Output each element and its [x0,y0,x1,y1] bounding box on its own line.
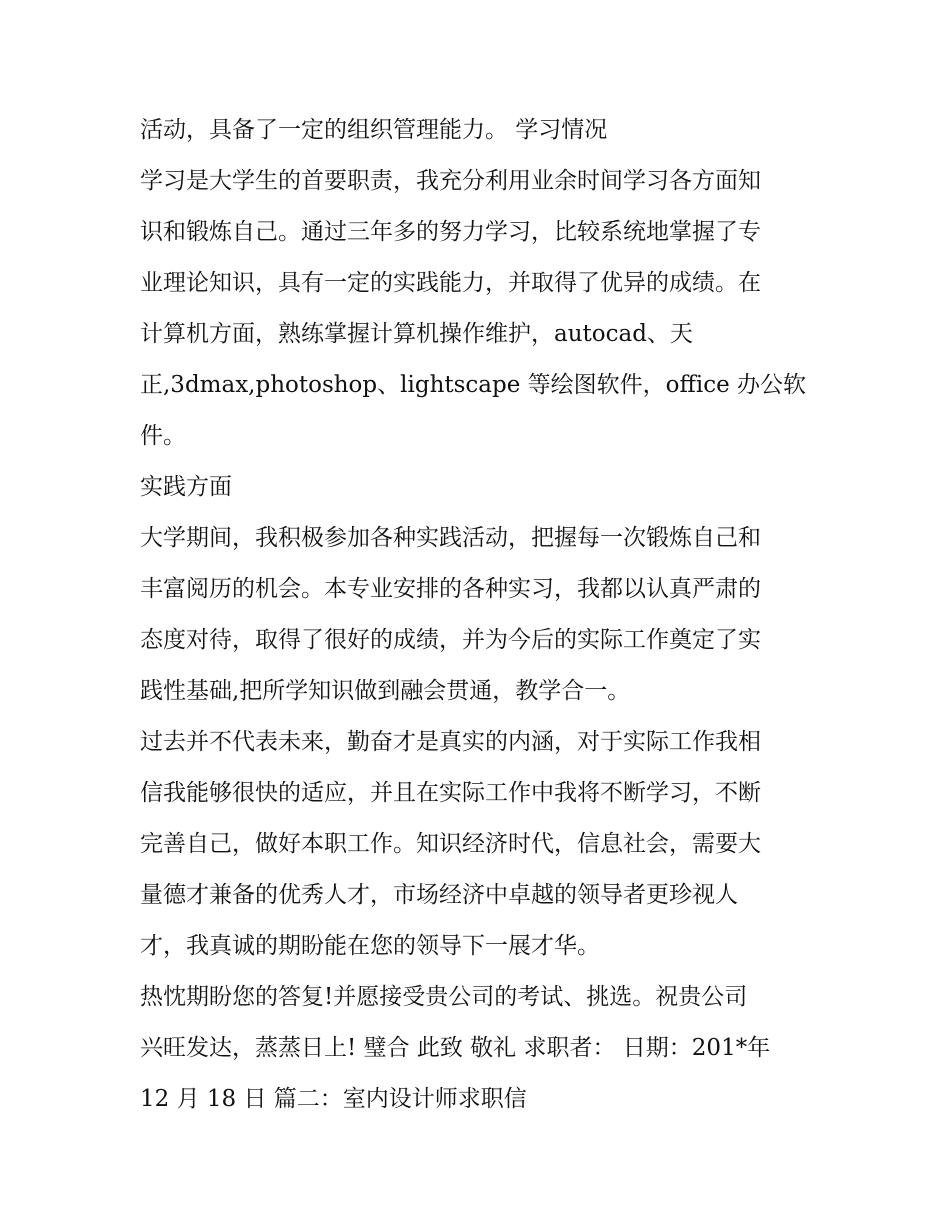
text-line: 活动，具备了一定的组织管理能力。 学习情况 [140,117,608,143]
text-line: 业理论知识，具有一定的实践能力，并取得了优异的成绩。在 [140,270,761,296]
text-line: 态度对待，取得了很好的成绩，并为今后的实际工作奠定了实 [140,627,761,653]
text-line: 计算机方面，熟练掌握计算机操作维护，autocad、天 [140,321,693,347]
text-line: 识和锻炼自己。通过三年多的努力学习，比较系统地掌握了专 [140,219,761,245]
text-line: 件。 [140,423,186,449]
text-line: 过去并不代表未来，勤奋才是真实的内涵，对于实际工作我相 [140,729,761,755]
text-line: 信我能够很快的适应，并且在实际工作中我将不断学习，不断 [140,780,761,806]
text-line: 12 月 18 日 篇二：室内设计师求职信 [140,1086,527,1112]
text-line: 大学期间，我积极参加各种实践活动，把握每一次锻炼自己和 [140,525,761,551]
text-line: 践性基础,把所学知识做到融会贯通，教学合一。 [140,678,631,704]
text-line: 学习是大学生的首要职责，我充分利用业余时间学习各方面知 [140,168,761,194]
text-line: 完善自己，做好本职工作。知识经济时代，信息社会，需要大 [140,831,761,857]
text-line: 量德才兼备的优秀人才，市场经济中卓越的领导者更珍视人 [140,882,738,908]
section-heading-practice: 实践方面 [140,474,232,500]
text-line: 兴旺发达，蒸蒸日上! 璧合 此致 敬礼 求职者： 日期：201*年 [140,1035,771,1061]
text-line: 丰富阅历的机会。本专业安排的各种实习，我都以认真严肃的 [140,576,761,602]
text-line: 才，我真诚的期盼能在您的领导下一展才华。 [140,933,600,959]
text-line: 热忱期盼您的答复!并愿接受贵公司的考试、挑选。祝贵公司 [140,984,748,1010]
text-line: 正,3dmax,photoshop、lightscape 等绘图软件，office 办公软 [140,372,807,398]
body-text [140,108,820,1128]
